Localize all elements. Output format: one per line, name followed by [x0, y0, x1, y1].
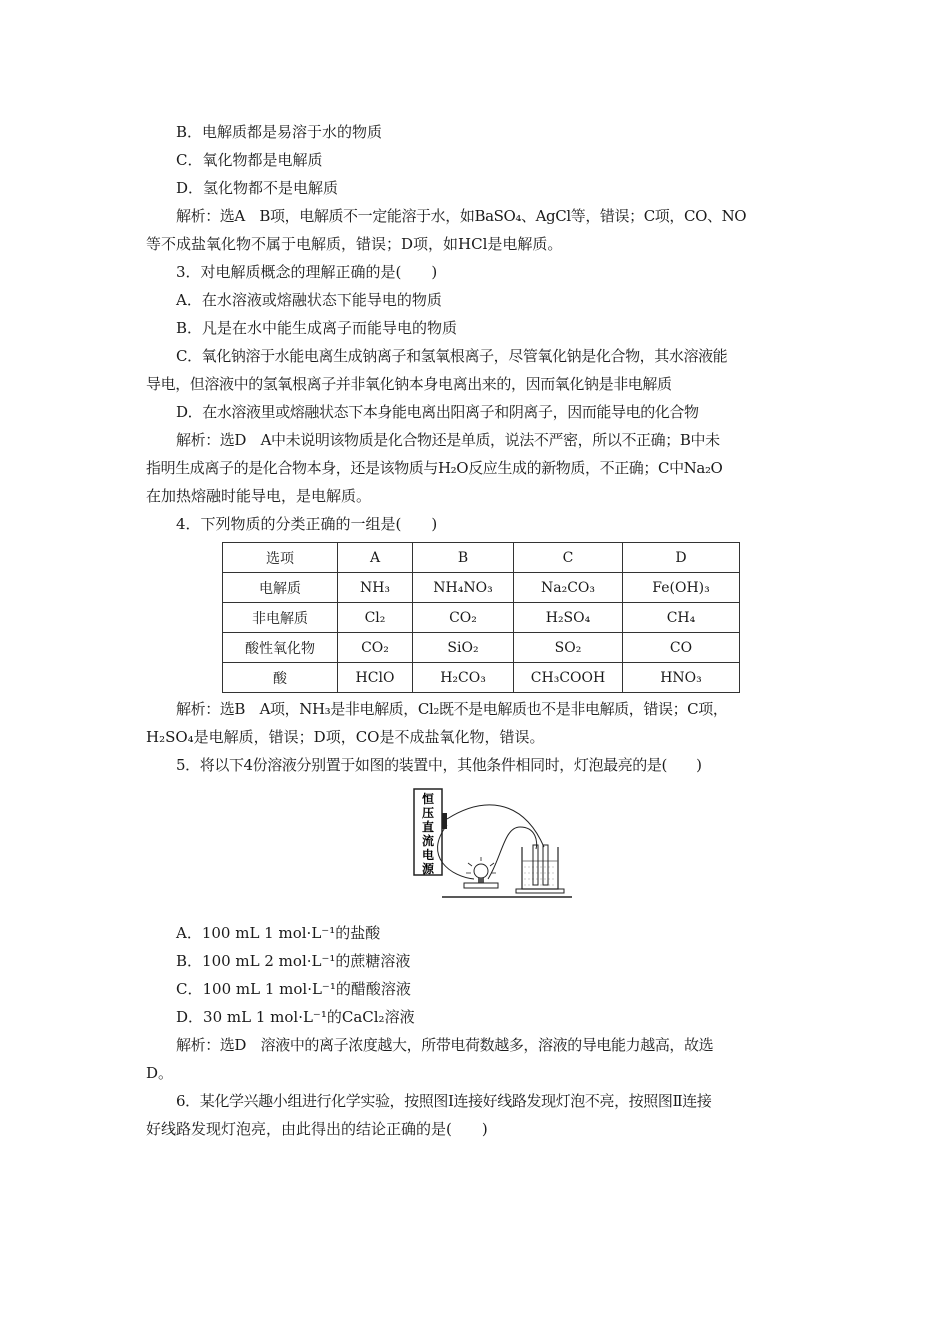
- bulb-base: [478, 878, 484, 883]
- table-row: [223, 603, 740, 633]
- table-header-cell: 选项: [223, 543, 338, 573]
- wire: [447, 805, 544, 847]
- table-header-cell: A: [338, 543, 413, 573]
- table-cell: HClO: [338, 663, 413, 693]
- q3-option-d: D．在水溶液里或熔融状态下本身能电离出阳离子和阴离子，因而能导电的化合物: [176, 403, 699, 421]
- table-header-row: [223, 543, 740, 573]
- power-label-char: 压: [421, 806, 435, 820]
- table-cell: SO₂: [514, 633, 623, 663]
- q5-analysis-line2: D。: [146, 1064, 174, 1082]
- table-cell: SiO₂: [413, 633, 514, 663]
- table-cell: Na₂CO₃: [514, 573, 623, 603]
- wire: [438, 825, 474, 879]
- q3-analysis-line2: 指明生成离子的是化合物本身，还是该物质与H₂O反应生成的新物质，不正确；C中Na₂O: [146, 459, 723, 477]
- q6-stem-line2: 好线路发现灯泡亮，由此得出的结论正确的是( ): [146, 1120, 488, 1138]
- classification-table: [222, 542, 740, 693]
- table-row: [223, 663, 740, 693]
- table-cell: HNO₃: [623, 663, 740, 693]
- q2-option-b: B．电解质都是易溶于水的物质: [176, 123, 383, 141]
- beaker: [522, 847, 558, 889]
- q4-analysis-line1: 解析：选B A项，NH₃是非电解质，Cl₂既不是电解质也不是非电解质，错误；C项，: [176, 700, 728, 718]
- q2-option-d: D．氢化物都不是电解质: [176, 179, 339, 197]
- table-header-cell: C: [514, 543, 623, 573]
- q4-analysis-line2: H₂SO₄是电解质，错误；D项，CO是不成盐氧化物，错误。: [146, 728, 545, 746]
- q5-option-a: A．100 mL 1 mol·L⁻¹的盐酸: [176, 924, 381, 942]
- q3-analysis-line1: 解析：选D A中未说明该物质是化合物还是单质，说法不严密，所以不正确；B中未: [176, 431, 720, 449]
- bulb-stand: [464, 883, 498, 888]
- q3-option-c-line1: C．氧化钠溶于水能电离生成钠离子和氢氧根离子，尽管氧化钠是化合物，其水溶液能: [176, 347, 728, 365]
- table-cell: H₂CO₃: [413, 663, 514, 693]
- wire: [488, 827, 537, 879]
- table-row: [223, 573, 740, 603]
- q2-analysis-line1: 解析：选A B项，电解质不一定能溶于水，如BaSO₄、AgCl等，错误；C项，CO、NO: [176, 207, 747, 225]
- table-cell: Cl₂: [338, 603, 413, 633]
- table-row: [223, 633, 740, 663]
- q5-analysis-line1: 解析：选D 溶液中的离子浓度越大，所带电荷数越多，溶液的导电能力越高，故选: [176, 1036, 714, 1054]
- table-cell: Fe(OH)₃: [623, 573, 740, 603]
- q4-stem: 4．下列物质的分类正确的一组是( ): [176, 515, 438, 533]
- q3-option-c-line2: 导电，但溶液中的氢氧根离子并非氧化钠本身电离出来的，因而氧化钠是非电解质: [146, 375, 672, 393]
- q5-option-b: B．100 mL 2 mol·L⁻¹的蔗糖溶液: [176, 952, 411, 970]
- bulb-rays: [466, 857, 496, 873]
- table-header-cell: D: [623, 543, 740, 573]
- power-label-char: 源: [421, 862, 435, 876]
- table-cell: CO: [623, 633, 740, 663]
- q3-option-b: B．凡是在水中能生成离子而能导电的物质: [176, 319, 458, 337]
- q5-stem: 5．将以下4份溶液分别置于如图的装置中，其他条件相同时，灯泡最亮的是( ): [176, 756, 702, 774]
- table-cell: CO₂: [338, 633, 413, 663]
- q2-option-c: C．氧化物都是电解质: [176, 151, 323, 169]
- table-header-cell: B: [413, 543, 514, 573]
- q5-option-d: D．30 mL 1 mol·L⁻¹的CaCl₂溶液: [176, 1008, 415, 1026]
- power-label-char: 恒: [421, 792, 435, 806]
- table-cell: H₂SO₄: [514, 603, 623, 633]
- conductivity-apparatus-figure: [412, 787, 592, 905]
- q3-analysis-line3: 在加热熔融时能导电，是电解质。: [146, 487, 372, 505]
- solution-hatch: [524, 867, 556, 885]
- table-cell: NH₄NO₃: [413, 573, 514, 603]
- table-cell: CH₄: [623, 603, 740, 633]
- q3-stem: 3．对电解质概念的理解正确的是( ): [176, 263, 438, 281]
- power-label-char: 直: [421, 820, 435, 834]
- document-page: [146, 118, 816, 1143]
- light-bulb-icon: [474, 864, 488, 878]
- table-cell: 酸: [223, 663, 338, 693]
- q3-option-a: A．在水溶液或熔融状态下能导电的物质: [176, 291, 442, 309]
- table-cell: 电解质: [223, 573, 338, 603]
- q5-option-c: C．100 mL 1 mol·L⁻¹的醋酸溶液: [176, 980, 411, 998]
- table-cell: CO₂: [413, 603, 514, 633]
- table-cell: NH₃: [338, 573, 413, 603]
- power-label-char: 流: [421, 834, 435, 848]
- table-cell: 酸性氧化物: [223, 633, 338, 663]
- table-cell: CH₃COOH: [514, 663, 623, 693]
- power-label-char: 电: [421, 848, 435, 862]
- q6-stem-line1: 6．某化学兴趣小组进行化学实验，按照图Ⅰ连接好线路发现灯泡不亮，按照图Ⅱ连接: [176, 1092, 712, 1110]
- q2-analysis-line2: 等不成盐氧化物不属于电解质，错误；D项，如HCl是电解质。: [146, 235, 563, 253]
- table-cell: 非电解质: [223, 603, 338, 633]
